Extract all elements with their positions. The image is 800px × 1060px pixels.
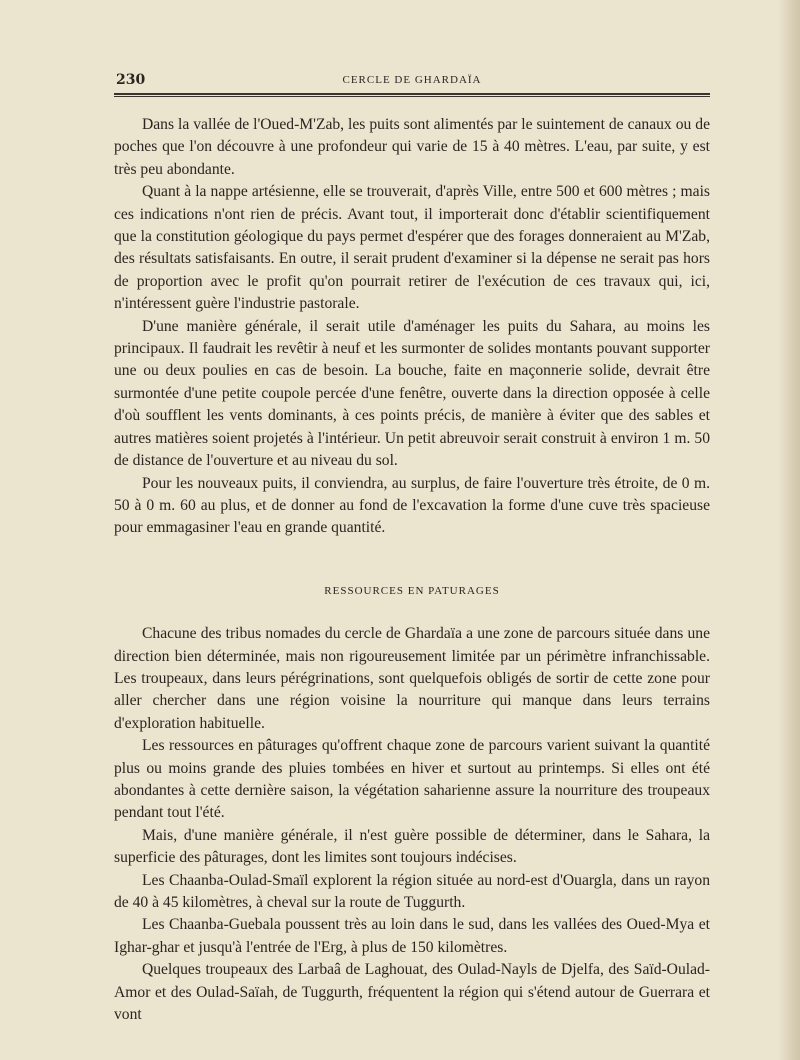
paragraph: Les Chaanba-Oulad-Smaïl explorent la région située au nord-est d'Ouargla, dans un rayon de 40 à 45 kilomètres, à cheval sur la route de Tuggurth. — [114, 871, 710, 911]
page-edge-shadow — [778, 0, 800, 1060]
paragraph: Chacune des tribus nomades du cercle de Ghardaïa a une zone de parcours située dans une direction bien déterminée, mais non rigoureusement limitée par un périmètre infranchissable. Les troupeaux, dans leurs pérégrinations, sont quelquefois obligés de sortir de cette zone pour aller chercher dans une région voisine la nourriture qui manque dans leurs terrains d'exploration habituelle. — [114, 625, 710, 732]
paragraph: Quelques troupeaux des Larbaâ de Laghouat, des Oulad-Nayls de Djelfa, des Saïd-Oulad-Amor et des Oulad-Saïah, de Tuggurth, fréquentent la région qui s'étend autour de Guerrara et vont — [114, 961, 710, 1024]
paragraph: Quant à la nappe artésienne, elle se trouverait, d'après Ville, entre 500 et 600 mètres ; mais ces indications n'ont rien de précis. Avant tout, il importerait donc d'établir scientifiquement que la constitution géologique du pays permet d'espérer que des forages donneraient au M'Zab, des résultats satisfaisants. En outre, il serait prudent d'examiner si la dépense ne serait pas hors de proportion avec le profit qu'on pourrait retirer de l'exécution de ces travaux qui, ici, n'intéressent guère l'industrie pastorale. — [114, 183, 710, 313]
paragraph: Mais, d'une manière générale, il n'est guère possible de déterminer, dans le Sahara, la superficie des pâturages, dont les limites sont toujours indécises. — [114, 826, 710, 867]
header-rule — [114, 93, 710, 97]
paragraph: D'une manière générale, il serait utile d'aménager les puits du Sahara, au moins les principaux. Il faudrait les revêtir à neuf et les surmonter de solides montants pouvant supporter une ou deux poulies en cas de besoin. La bouche, faite en maçonnerie solide, devrait être surmontée d'une petite coupole percée d'une fenêtre, ouverte dans la direction opposée à celle d'où soufflent les vents dominants, à ces points précis, de manière à éviter que des sables et autres matières soient projetés à l'intérieur. Un petit abreuvoir serait construit à environ 1 m. 50 de distance de l'ouverture et au niveau du sol. — [114, 317, 710, 470]
page-header — [116, 72, 708, 92]
paragraph: Pour les nouveaux puits, il conviendra, au surplus, de faire l'ouverture très étroite, de 0 m. 50 à 0 m. 60 au plus, et de donner au fond de l'excavation la forme d'une cuve très spacieuse pour emmagasiner l'eau en grande quantité. — [114, 474, 710, 537]
paragraph: Dans la vallée de l'Oued-M'Zab, les puits sont alimentés par le suintement de canaux ou de poches que l'on découvre à une profondeur qui varie de 15 à 40 mètres. L'eau, par suite, y est très peu abondante. — [114, 116, 710, 178]
running-head: CERCLE DE GHARDAÏA — [342, 74, 482, 86]
body-text — [114, 114, 710, 1026]
section-title: RESSOURCES EN PATURAGES — [324, 584, 500, 597]
paragraph: Les ressources en pâturages qu'offrent chaque zone de parcours varient suivant la quantité plus ou moins grande des pluies tombées en hiver et surtout au printemps. Si elles ont été abondantes à cette dernière saison, la végétation saharienne assure la nourriture des troupeaux pendant tout l'été. — [114, 737, 710, 822]
page-number: 230 — [116, 72, 146, 88]
paragraph: Les Chaanba-Guebala poussent très au loin dans le sud, dans les vallées des Oued-Mya et Ighar-ghar et jusqu'à l'entrée de l'Erg, à plus de 150 kilomètres. — [114, 916, 710, 956]
